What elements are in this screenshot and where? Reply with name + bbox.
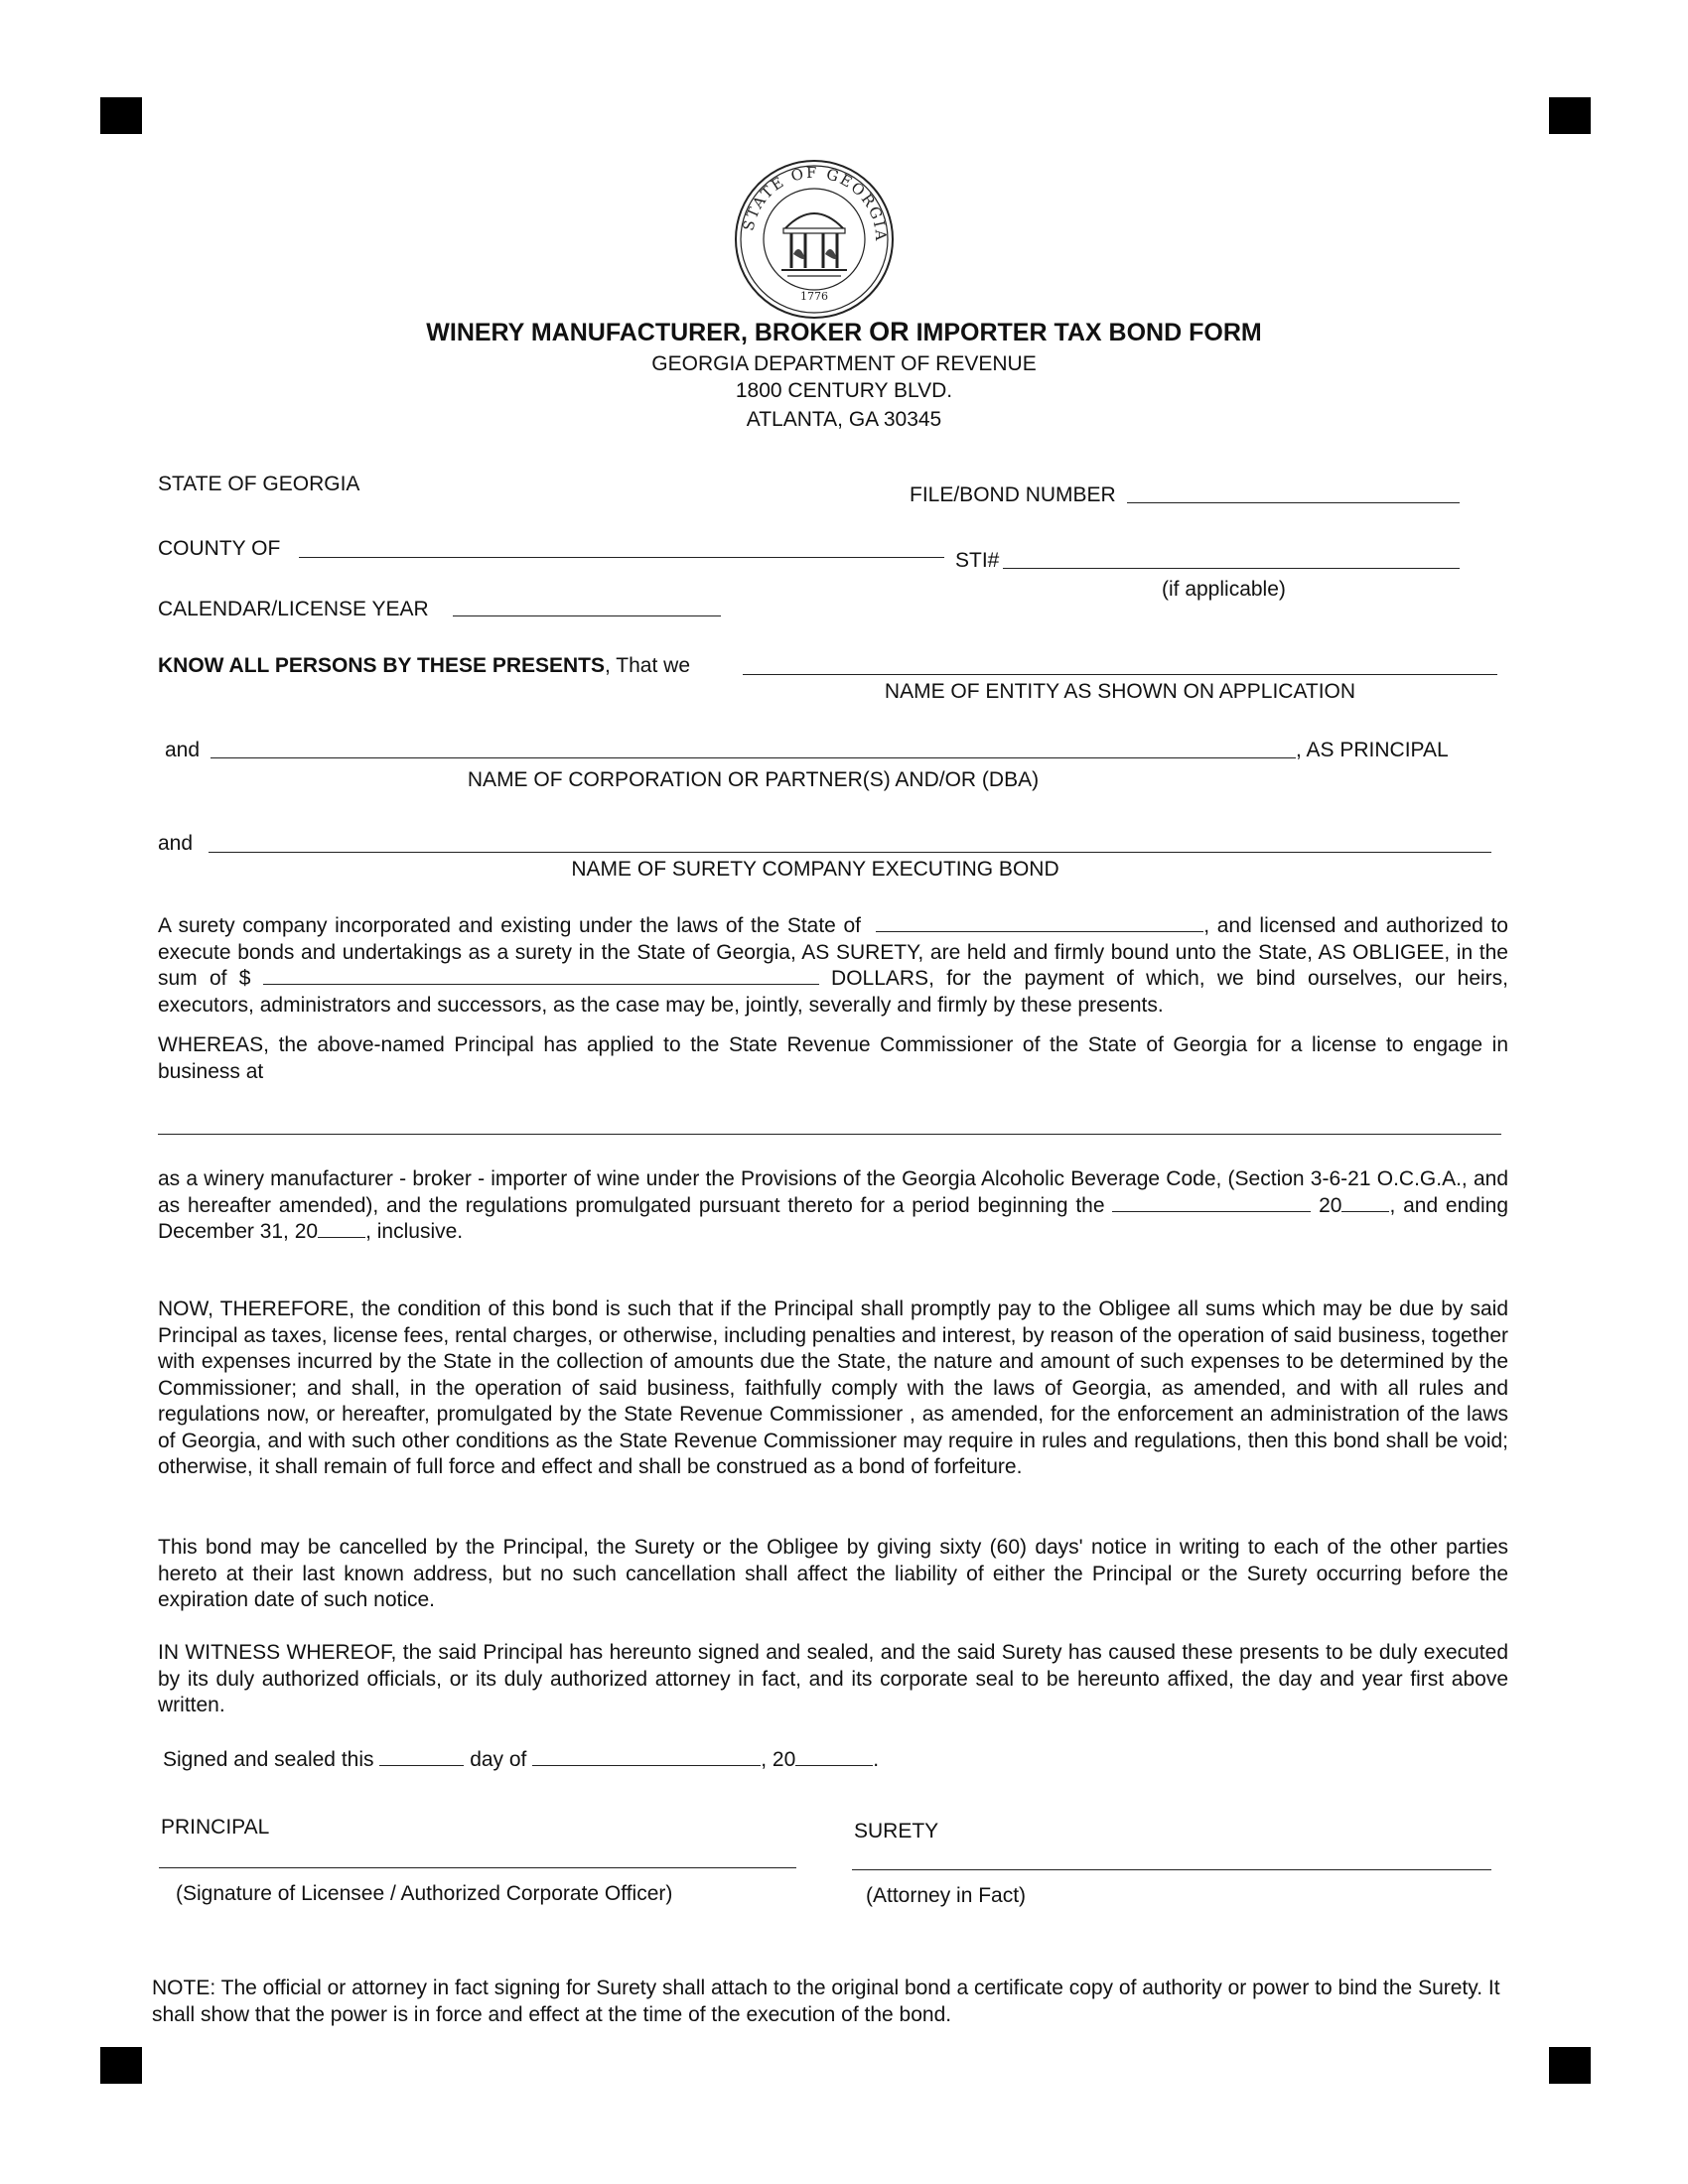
- surety-signature-caption: (Attorney in Fact): [866, 1884, 1027, 1907]
- registration-mark-bottom-left: [100, 2047, 142, 2084]
- surety-company-field[interactable]: [209, 852, 1491, 853]
- if-applicable-note: (if applicable): [1162, 578, 1286, 601]
- surety-company-caption: NAME OF SURETY COMPANY EXECUTING BOND: [571, 858, 1059, 881]
- svg-text:STATE OF GEORGIA: [740, 164, 891, 243]
- period-begin-field[interactable]: [1112, 1193, 1311, 1212]
- as-principal-label: , AS PRINCIPAL: [1296, 739, 1449, 761]
- georgia-state-seal: [734, 159, 895, 320]
- corporation-name-caption: NAME OF CORPORATION OR PARTNER(S) AND/OR (DBA): [467, 768, 1040, 791]
- cancellation-paragraph: This bond may be cancelled by the Principal, the Surety or the Obligee by giving sixty (60) days' notice in writing to each of the other parties hereto at their last known address, but no such cancellation shall affect the liability of either the Principal or the Surety occurring before the expiration date of such notice.: [158, 1536, 1508, 1611]
- department-city: ATLANTA, GA 30345: [746, 408, 942, 431]
- note-paragraph: NOTE: The official or attorney in fact signing for Surety shall attach to the original bond a certificate copy of authority or power to bind the Surety. It shall show that the power is in force and effect at the time of the execution of the bond.: [152, 1977, 1500, 2026]
- department-address: 1800 CENTURY BLVD.: [735, 379, 953, 402]
- seal-ring-text: STATE OF GEORGIA: [739, 163, 891, 243]
- registration-mark-top-right: [1549, 97, 1591, 134]
- principal-signature-field[interactable]: [159, 1867, 796, 1868]
- whereas-paragraph: WHEREAS, the above-named Principal has applied to the State Revenue Commissioner of the State of Georgia for a license to engage in business at: [158, 1033, 1508, 1083]
- form-title: WINERY MANUFACTURER, BROKER OR IMPORTER TAX BOND FORM: [426, 317, 1262, 346]
- know-all-statement: KNOW ALL PERSONS BY THESE PRESENTS, That we: [158, 654, 691, 677]
- winery-paragraph: as a winery manufacturer - broker - importer of wine under the Provisions of the Georgia Alcoholic Beverage Code, (Section 3-6-21 O.C.G.A., and as hereafter amended), and the regulations promulgated pursuant thereto for a period beginning the 20 , and ending December 31, 20 , inclusive.: [158, 1167, 1508, 1243]
- bond-amount-field[interactable]: [263, 966, 819, 985]
- business-address-field[interactable]: [158, 1134, 1501, 1135]
- registration-mark-bottom-right: [1549, 2047, 1591, 2084]
- license-year-label: CALENDAR/LICENSE YEAR: [158, 598, 429, 620]
- signed-year-field[interactable]: [795, 1747, 873, 1766]
- now-therefore-paragraph: NOW, THEREFORE, the condition of this bond is such that if the Principal shall promptly pay to the Obligee all sums which may be due by said Principal as taxes, license fees, rental charges, or otherwise, including penalties and interest, by reason of the operation of said business, together with expenses incurred by the State in the collection of amounts due the State, the nature and amount of such expenses to be determined by the Commissioner; and shall, in the operation of said business, faithfully comply with the laws of Georgia, as amended, and with all rules and regulations now, or hereafter, promulgated by the State Revenue Commissioner , as amended, for the enforcement an administration of the laws of Georgia, and with such other conditions as the State Revenue Commissioner may require in rules and regulations, then this bond shall be void; otherwise, it shall remain of full force and effect and shall be construed as a bond of forfeiture.: [158, 1297, 1508, 1478]
- principal-signature-caption: (Signature of Licensee / Authorized Corporate Officer): [176, 1882, 673, 1905]
- surety-paragraph: A surety company incorporated and existing under the laws of the State of , and licensed and authorized to execute bonds and undertakings as a surety in the State of Georgia, AS SURETY, are held and firmly bound unto the State, AS OBLIGEE, in the sum of $ DOLLARS, for the payment of which, we bind ourselves, our heirs, executors, administrators and successors, as the case may be, jointly, severally and firmly by these presents.: [158, 914, 1508, 1017]
- surety-signature-field[interactable]: [852, 1869, 1491, 1870]
- county-label: COUNTY OF: [158, 537, 281, 560]
- signed-day-field[interactable]: [379, 1747, 464, 1766]
- file-bond-number-label: FILE/BOND NUMBER: [910, 483, 1116, 506]
- file-bond-number-field[interactable]: [1127, 502, 1460, 503]
- entity-name-caption: NAME OF ENTITY AS SHOWN ON APPLICATION: [884, 680, 1356, 703]
- begin-year-field[interactable]: [1341, 1193, 1389, 1212]
- surety-state-field[interactable]: [876, 913, 1203, 932]
- end-year-field[interactable]: [318, 1219, 365, 1238]
- state-label: STATE OF GEORGIA: [158, 473, 360, 495]
- signed-sealed-line: Signed and sealed this day of , 20 .: [163, 1748, 880, 1771]
- registration-mark-top-left: [100, 97, 142, 134]
- witness-paragraph: IN WITNESS WHEREOF, the said Principal has hereunto signed and sealed, and the said Surety has caused these presents to be duly executed by its duly authorized officials, or its duly authorized attorney in fact, and its corporate seal to be hereunto affixed, the day and year first above written.: [158, 1641, 1508, 1716]
- department-name: GEORGIA DEPARTMENT OF REVENUE: [651, 352, 1037, 375]
- surety-label: SURETY: [854, 1820, 939, 1843]
- and-label-1: and: [165, 739, 201, 761]
- sti-label: STI#: [955, 549, 1000, 572]
- and-label-2: and: [158, 832, 194, 855]
- principal-label: PRINCIPAL: [161, 1816, 270, 1839]
- county-field[interactable]: [299, 557, 944, 558]
- entity-name-field[interactable]: [743, 674, 1497, 675]
- signed-month-field[interactable]: [532, 1747, 761, 1766]
- license-year-field[interactable]: [453, 615, 721, 616]
- seal-year: 1776: [800, 290, 828, 303]
- sti-field[interactable]: [1003, 568, 1460, 569]
- corporation-name-field[interactable]: [211, 757, 1296, 758]
